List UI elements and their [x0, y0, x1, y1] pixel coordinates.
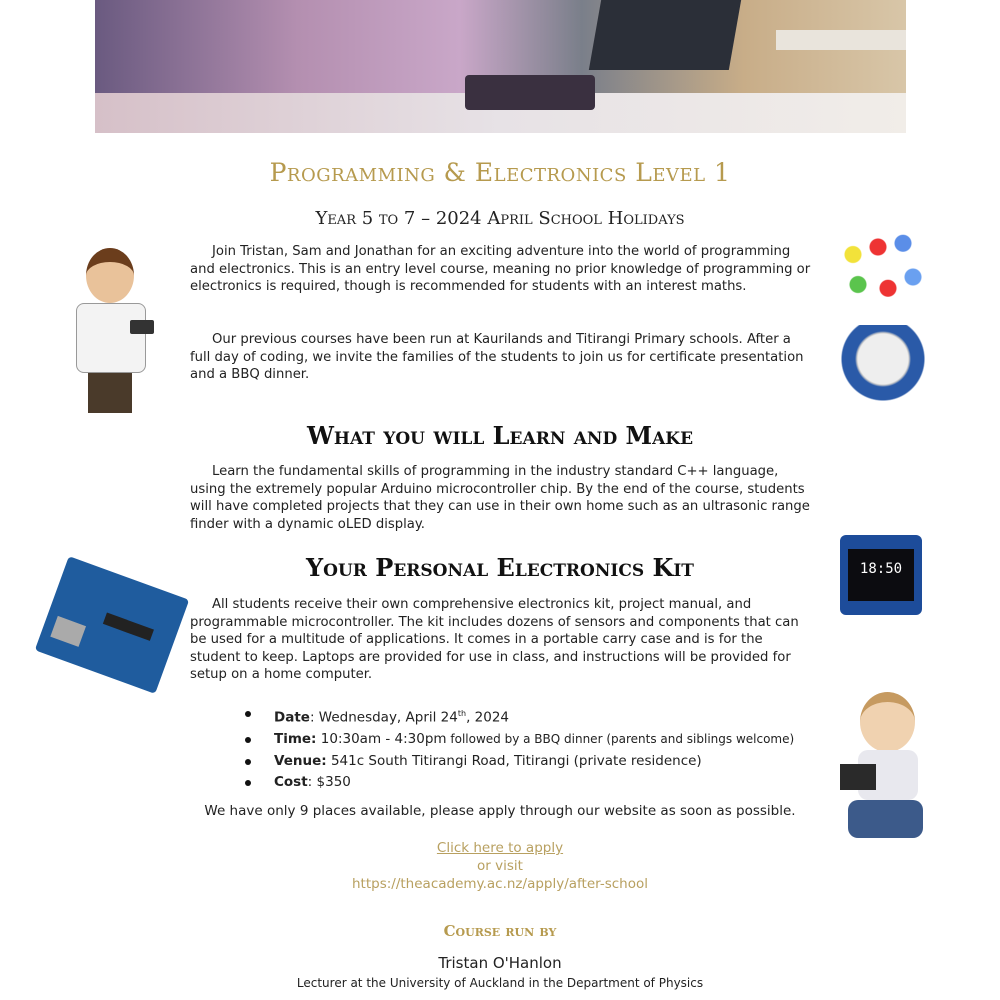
detail-cost: Cost: $350	[245, 772, 794, 794]
detail-date: Date: Wednesday, April 24th, 2024	[245, 703, 794, 729]
course-run-by-heading: Course run by	[443, 922, 557, 940]
pir-sensor-image	[838, 325, 928, 410]
kit-paragraph: All students receive their own comprehensive electronics kit, project manual, and programmable microcontroller. The kit includes dozens of sensors and components that can be used for a multitude of applications. It comes in a portable carry case and is for the student to keep. Laptops are provided for use in class, and instructions will be provided for setup on a home computer.	[190, 597, 799, 682]
intro-paragraph-2: Our previous courses have been run at Kaurilands and Titirangi Primary schools. After a full day of coding, we invite the families of the students to join us for certificate presentation and a BBQ dinner.	[190, 332, 804, 382]
learn-heading: What you will Learn and Make	[306, 421, 694, 450]
oled-display-image: 18:50	[840, 535, 922, 615]
page-title: Programming & Electronics Level 1	[269, 158, 731, 187]
learn-paragraph: Learn the fundamental skills of programming in the industry standard C++ language, using the extremely popular Arduino microcontroller chip. By the end of the course, students will have completed projects that they can use in their own home such as an ultrasonic range finder with a dynamic oLED display.	[190, 464, 810, 532]
student-laptop-cartoon-image	[838, 692, 933, 847]
detail-time: Time: 10:30am - 4:30pm followed by a BBQ dinner (parents and siblings welcome)	[245, 729, 794, 751]
leds-image	[833, 232, 933, 307]
apply-url[interactable]: https://theacademy.ac.nz/apply/after-school	[352, 876, 648, 892]
intro-paragraph-1: Join Tristan, Sam and Jonathan for an exciting adventure into the world of programming and electronics. This is an entry level course, meaning no prior knowledge of programming or electronics is required, though is recommended for students with an interest maths.	[190, 244, 811, 294]
detail-venue: Venue: 541c South Titirangi Road, Titirangi (private residence)	[245, 751, 794, 773]
instructor-role: Lecturer at the University of Auckland in the Department of Physics	[296, 976, 704, 990]
laptop-image	[589, 0, 741, 70]
or-visit-text: or visit	[477, 858, 523, 874]
page-subtitle: Year 5 to 7 – 2024 April School Holidays	[315, 208, 685, 229]
instructor-name: Tristan O'Hanlon	[438, 954, 562, 972]
breadboard-image	[465, 75, 595, 110]
hero-photo	[95, 0, 906, 133]
kit-heading: Your Personal Electronics Kit	[306, 553, 694, 582]
scientist-cartoon-image	[68, 248, 156, 423]
shelf-image	[776, 30, 906, 50]
places-notice: We have only 9 places available, please apply through our website as soon as possible.	[204, 803, 796, 819]
apply-link[interactable]: Click here to apply	[436, 840, 564, 856]
course-details-list	[245, 703, 794, 794]
